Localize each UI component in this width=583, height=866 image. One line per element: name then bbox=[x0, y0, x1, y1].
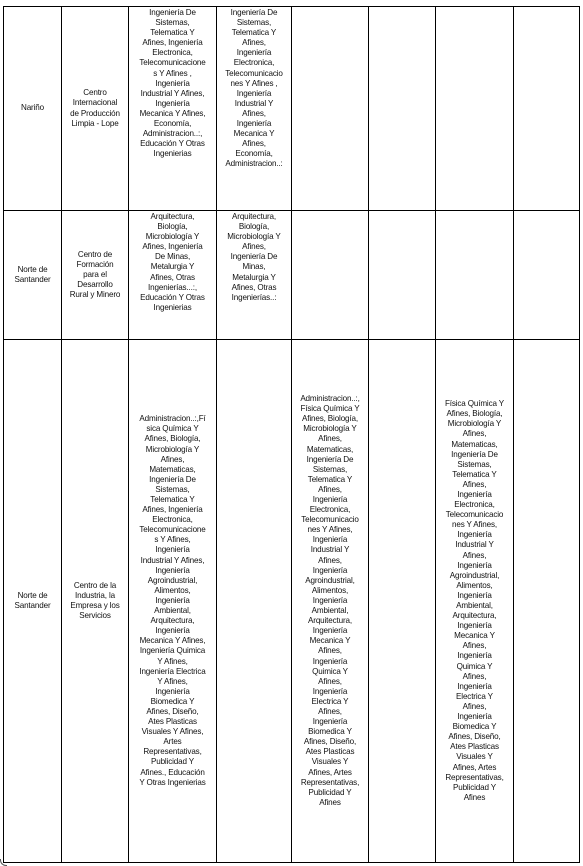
table-row bbox=[4, 340, 580, 863]
programs-table bbox=[3, 6, 580, 863]
program-cell bbox=[369, 340, 436, 863]
page-corner-mark bbox=[0, 859, 7, 866]
program-cell bbox=[436, 7, 514, 211]
department-cell: Nariño bbox=[4, 7, 62, 211]
program-cell: Administracion..:,Fí sica Química Y Afines, Biología, Microbiología Y Afines, Matematicas, Ingeniería De Sistemas, Telematica Y Afines, Ingeniería Electronica, Telecomunicacione s Y Afines, Ingeniería Industrial Y Afines, Ingeniería Agroindustrial, Alimentos, Ingeniería Ambiental, Arquitectura, Ingeniería Mecanica Y Afines, Ingeniería Quimica Y Afines, Ingeniería Electrica Y Afines, Ingeniería Biomedica Y Afines, Diseño, Ates Plasticas Visuales Y Afines, Artes Representativas, Publicidad Y Afines., Educación Y Otras Ingenierias bbox=[129, 340, 217, 863]
program-cell bbox=[369, 211, 436, 340]
program-cell bbox=[514, 340, 580, 863]
program-cell: Arquitectura, Biología, Microbiología Y Afines, Ingeniería De Minas, Metalurgia Y Afines, Otras Ingenierías...:, Educación Y Otras Ingenierias bbox=[129, 211, 217, 340]
table-row bbox=[4, 7, 580, 211]
program-cell: Física Química Y Afines, Biología, Microbiología Y Afines, Matematicas, Ingeniería De Sistemas, Telematica Y Afines, Ingeniería Electronica, Telecomunicacio nes Y Afines, Ingeniería Industrial Y Afines, Ingeniería Agroindustrial, Alimentos, Ingeniería Ambiental, Arquitectura, Ingeniería Mecanica Y Afines, Ingeniería Quimica Y Afines, Ingeniería Electrica Y Afines, Ingeniería Biomedica Y Afines, Diseño, Ates Plasticas Visuales Y Afines, Artes Representativas, Publicidad Y Afines bbox=[436, 340, 514, 863]
center-cell: Centro de Formación para el Desarrollo Rural y Minero bbox=[62, 211, 129, 340]
center-cell: Centro de la Industria, la Empresa y los Servicios bbox=[62, 340, 129, 863]
center-cell: Centro Internacional de Producción Limpia - Lope bbox=[62, 7, 129, 211]
program-cell bbox=[436, 211, 514, 340]
table-row bbox=[4, 211, 580, 340]
program-cell: Administracion..:, Física Química Y Afines, Biología, Microbiología Y Afines, Matematicas, Ingeniería De Sistemas, Telematica Y Afines, Ingeniería Electronica, Telecomunicacio nes Y Afines, Ingeniería Industrial Y Afines, Ingeniería Agroindustrial, Alimentos, Ingeniería Ambiental, Arquitectura, Ingeniería Mecanica Y Afines, Ingeniería Quimica Y Afines, Ingeniería Electrica Y Afines, Ingeniería Biomedica Y Afines, Diseño, Ates Plasticas Visuales Y Afines, Artes Representativas, Publicidad Y Afines bbox=[292, 340, 369, 863]
program-cell: Ingeniería De Sistemas, Telematica Y Afines, Ingeniería Electronica, Telecomunicacio nes Y Afines , Ingeniería Industrial Y Afines, Ingeniería Mecanica Y Afines, Economía, Administracion..: bbox=[217, 7, 292, 211]
department-cell: Norte de Santander bbox=[4, 211, 62, 340]
department-cell: Norte de Santander bbox=[4, 340, 62, 863]
program-cell: Arquitectura, Biología, Microbiología Y Afines, Ingeniería De Minas, Metalurgia Y Afines, Otras Ingenierías..: bbox=[217, 211, 292, 340]
program-cell bbox=[217, 340, 292, 863]
program-cell bbox=[514, 7, 580, 211]
program-cell bbox=[292, 211, 369, 340]
program-cell bbox=[369, 7, 436, 211]
program-cell bbox=[514, 211, 580, 340]
program-cell: Ingeniería De Sistemas, Telematica Y Afines, Ingeniería Electronica, Telecomunicacione s Y Afines , Ingeniería Industrial Y Afines, Ingeniería Mecanica Y Afines, Economía, Administracion..:, Educación Y Otras Ingenierias bbox=[129, 7, 217, 211]
program-cell bbox=[292, 7, 369, 211]
